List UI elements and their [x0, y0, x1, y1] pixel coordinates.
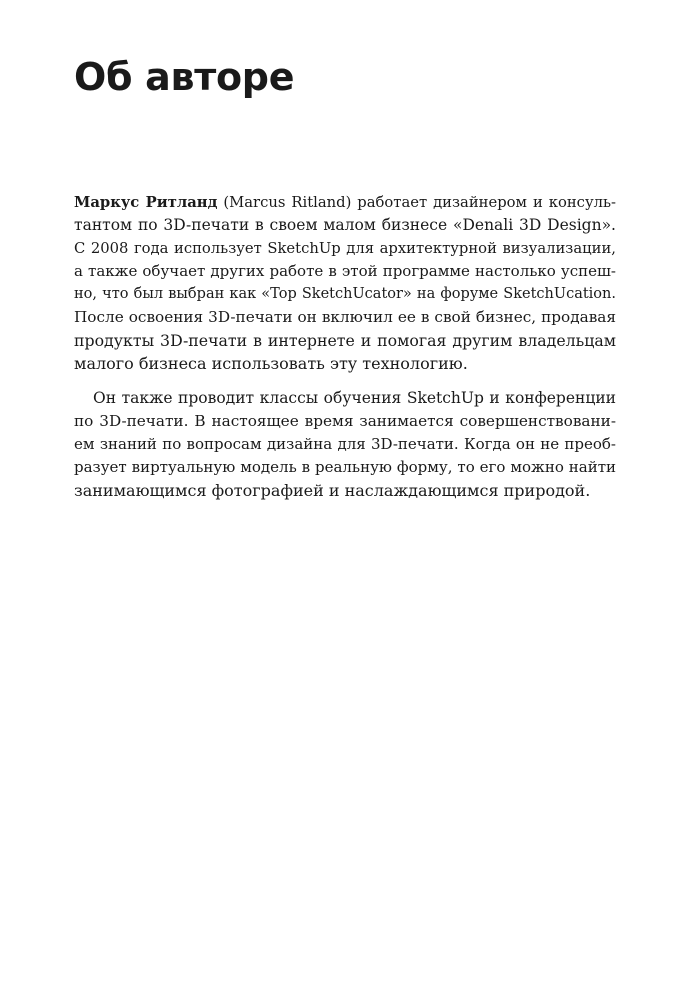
text-line: малого бизнеса использовать эту технологию. — [74, 354, 468, 373]
text-line: а также обучает других работе в этой программе настолько успеш- — [74, 262, 616, 280]
text-line: После освоения 3D-печати он включил ее в свой бизнес, продавая — [74, 308, 616, 326]
text-line: ем знаний по вопросам дизайна для 3D-печати. Когда он не преоб- — [74, 435, 616, 453]
bio-paragraph-1 — [74, 191, 616, 375]
text-line: тантом по 3D-печати в своем малом бизнесе «Denali 3D Design». — [74, 216, 616, 234]
text-line: по 3D-печати. В настоящее время занимается совершенствовани- — [74, 412, 616, 430]
text-line: разует виртуальную модель в реальную форму, то его можно найти — [74, 458, 616, 476]
text-line: продукты 3D-печати в интернете и помогая другим владельцам — [74, 331, 616, 350]
text-line: С 2008 года использует SketchUp для архитектурной визуализации, — [74, 240, 616, 257]
text-line: но, что был выбран как «Top SketchUcator» на форуме SketchUcation. — [74, 286, 616, 302]
text-line — [74, 191, 616, 214]
text-line: Он также проводит классы обучения SketchUp и конференции — [93, 389, 616, 407]
text-line: занимающимся фотографией и наслаждающимся природой. — [74, 481, 591, 500]
author-bio — [74, 191, 616, 502]
text-run: (Marcus Ritland) работает дизайнером и консуль- — [217, 194, 617, 211]
page-title: Об авторе — [74, 55, 295, 99]
author-name: Маркус Ритланд — [74, 194, 218, 211]
bio-paragraph-2 — [74, 387, 616, 502]
